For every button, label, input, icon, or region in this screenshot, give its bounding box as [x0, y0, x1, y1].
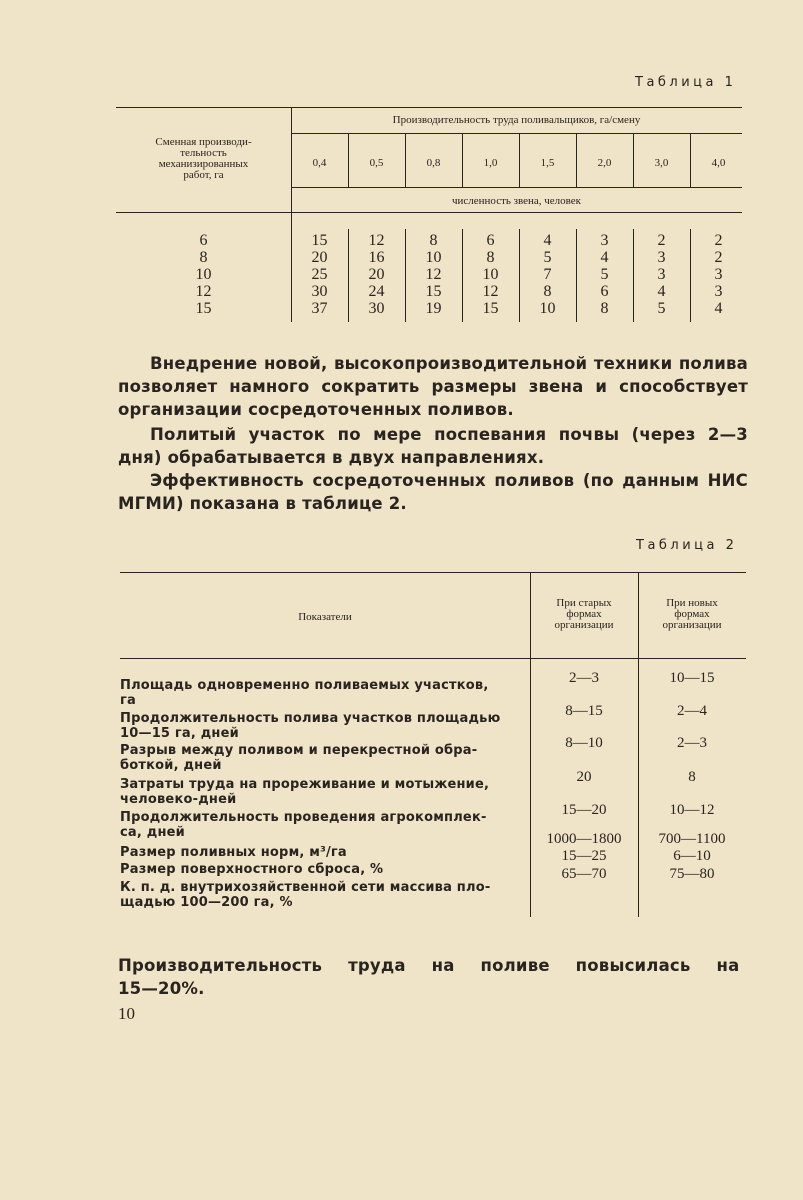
- table1-header-rule: [116, 212, 742, 213]
- table1-cell: 4: [543, 232, 552, 249]
- table1-cell: 3: [600, 232, 609, 249]
- table1-row-label: 10: [195, 266, 212, 283]
- table2-top-rule: [120, 572, 746, 573]
- table2-old-value: 2—3: [569, 670, 599, 686]
- table1-cell: 4: [714, 300, 723, 317]
- table2-row-label: Площадь одновременно поливаемых участков, га: [120, 678, 489, 708]
- table2-header-new: При новых формах организации: [662, 597, 722, 631]
- paragraph-1: Внедрение новой, высокопроизводительной техники полива позволяет намного сократить размеры звена и способствует организации сосредоточенных поливов.: [118, 354, 748, 419]
- table2-old-value: 65—70: [561, 866, 607, 882]
- table1-cell: 20: [311, 249, 328, 266]
- table2-old-value: 15—25: [561, 848, 607, 864]
- table1-cell: 12: [425, 266, 442, 283]
- table2-row-label: Продолжительность проведения агрокомплек- са, дней: [120, 810, 487, 840]
- table1-row-label: 6: [199, 232, 208, 249]
- table2-old-value: 15—20: [561, 802, 607, 818]
- table1-cell: 37: [311, 300, 328, 317]
- table2-new-value: 10—12: [669, 802, 715, 818]
- table1-caption: Таблица 1: [635, 75, 737, 90]
- table2-row-label: Размер поливных норм, м³/га: [120, 845, 347, 860]
- table1-row-label: 8: [199, 249, 208, 266]
- table1-cell: 15: [311, 232, 328, 249]
- table1-column-header: 4,0: [711, 157, 726, 169]
- table1-cell: 10: [482, 266, 499, 283]
- table2-old-value: 8—10: [565, 735, 603, 751]
- table2-row-label: Размер поверхностного сброса, %: [120, 862, 384, 877]
- table2-row-label: Разрыв между поливом и перекрестной обра- боткой, дней: [120, 743, 478, 773]
- final-paragraph: Производительность труда на поливе повысилась на 15—20%.: [118, 956, 740, 998]
- paragraph-2: Политый участок по мере поспевания почвы (через 2—3 дня) обрабатывается в двух направлениях.: [118, 425, 748, 467]
- table1-cell: 3: [714, 266, 723, 283]
- table2-header-old: При старых формах организации: [554, 597, 614, 631]
- table1-cell: 30: [368, 300, 385, 317]
- table2-old-value: 8—15: [565, 703, 603, 719]
- table1-cell: 8: [486, 249, 495, 266]
- table2-row-label: Продолжительность полива участков площадью 10—15 га, дней: [120, 711, 501, 741]
- table1-cell: 25: [311, 266, 328, 283]
- table1-cell: 6: [600, 283, 609, 300]
- table1-column-header: 1,5: [540, 157, 555, 169]
- table1-column-header: 0,5: [369, 157, 384, 169]
- table2-old-value: 20: [576, 769, 592, 785]
- table1-group-rule: [291, 133, 742, 134]
- table1-cell: 8: [600, 300, 609, 317]
- table1-group-header: Производительность труда поливальщиков, га/смену: [392, 114, 641, 126]
- table1-cell: 4: [600, 249, 609, 266]
- table1-cell: 6: [486, 232, 495, 249]
- table1-column-header: 3,0: [654, 157, 669, 169]
- table1-cell: 10: [539, 300, 556, 317]
- table1-cell: 19: [425, 300, 442, 317]
- table1-cell: 7: [543, 266, 552, 283]
- table1-cell: 2: [657, 232, 666, 249]
- table1-sub-header: численность звена, человек: [451, 195, 582, 207]
- table1-subheader-rule: [291, 187, 742, 188]
- table2-new-value: 75—80: [669, 866, 715, 882]
- table1: [116, 107, 742, 322]
- table2: [120, 572, 746, 917]
- table1-cell: 3: [657, 266, 666, 283]
- table1-cell: 5: [657, 300, 666, 317]
- table2-new-value: 2—4: [677, 703, 707, 719]
- table1-cell: 24: [368, 283, 385, 300]
- table2-new-value: 8: [688, 769, 696, 785]
- table1-row-header: Сменная производи- тельность механизированных работ, га: [155, 136, 252, 181]
- table2-header-rule: [120, 658, 746, 659]
- table2-row-label: Затраты труда на прореживание и мотыжение, человеко-дней: [120, 777, 490, 807]
- table1-cell: 8: [543, 283, 552, 300]
- table1-cell: 10: [425, 249, 442, 266]
- table1-cell: 16: [368, 249, 385, 266]
- table2-new-value: 10—15: [669, 670, 715, 686]
- table2-new-value: 2—3: [677, 735, 707, 751]
- table1-column-header: 2,0: [597, 157, 612, 169]
- table2-old-value: 1000—1800: [546, 831, 622, 847]
- table1-cell: 3: [657, 249, 666, 266]
- table1-cell: 20: [368, 266, 385, 283]
- table1-cell: 4: [657, 283, 666, 300]
- table2-new-value: 700—1100: [658, 831, 726, 847]
- table1-cell: 8: [429, 232, 438, 249]
- table1-cell: 15: [482, 300, 499, 317]
- table1-column-header: 0,8: [426, 157, 441, 169]
- table1-cell: 3: [714, 283, 723, 300]
- table1-cell: 15: [425, 283, 442, 300]
- table1-cell: 12: [368, 232, 385, 249]
- table1-cell: 2: [714, 249, 723, 266]
- table1-cell: 12: [482, 283, 499, 300]
- table1-row-label: 12: [195, 283, 212, 300]
- table1-cell: 2: [714, 232, 723, 249]
- table2-row-label: К. п. д. внутрихозяйственной сети массива пло- щадью 100—200 га, %: [120, 880, 491, 910]
- table2-new-value: 6—10: [673, 848, 711, 864]
- table2-header-indicators: Показатели: [298, 611, 352, 623]
- paragraph-3: Эффективность сосредоточенных поливов (по данным НИС МГМИ) показана в таблице 2.: [118, 471, 748, 513]
- table1-top-rule: [116, 107, 742, 108]
- page-number: 10: [118, 1004, 135, 1023]
- table1-column-header: 0,4: [312, 157, 327, 169]
- table2-caption: Таблица 2: [636, 538, 738, 553]
- table1-cell: 5: [543, 249, 552, 266]
- table1-row-label: 15: [195, 300, 212, 317]
- table1-cell: 5: [600, 266, 609, 283]
- table1-column-header: 1,0: [483, 157, 498, 169]
- table1-cell: 30: [311, 283, 328, 300]
